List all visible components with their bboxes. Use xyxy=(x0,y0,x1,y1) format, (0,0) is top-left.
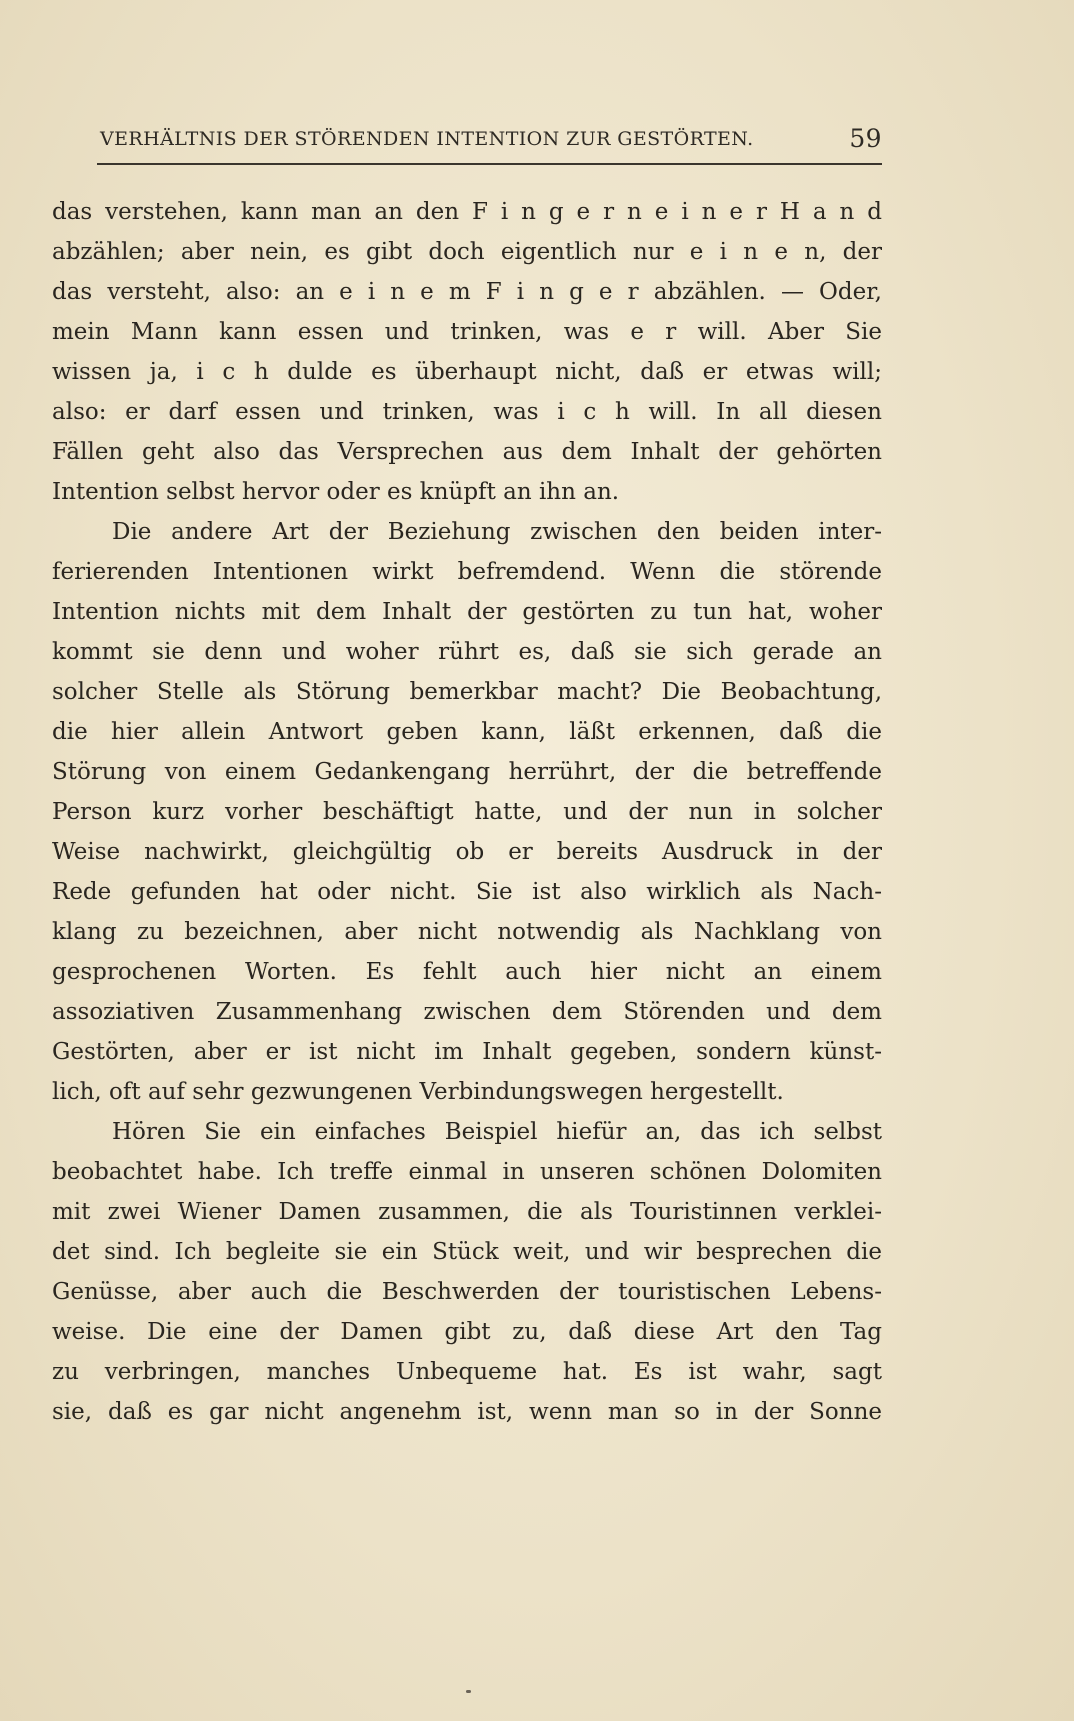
text-line: also: er darf essen und trinken, was i c h will. In all diesen xyxy=(52,399,882,425)
text-line: wissen ja, i c h dulde es überhaupt nicht, daß er etwas will; xyxy=(52,359,882,385)
text-line: Hören Sie ein einfaches Beispiel hiefür an, das ich selbst xyxy=(112,1119,882,1145)
text-line: Genüsse, aber auch die Beschwerden der touristischen Lebens- xyxy=(52,1279,882,1305)
text-line: beobachtet habe. Ich treffe einmal in unseren schönen Dolomiten xyxy=(52,1159,882,1185)
text-line: mein Mann kann essen und trinken, was e r will. Aber Sie xyxy=(52,319,882,345)
text-line: mit zwei Wiener Damen zusammen, die als Touristinnen verklei- xyxy=(52,1199,882,1225)
text-line: solcher Stelle als Störung bemerkbar macht? Die Beobachtung, xyxy=(52,679,882,705)
text-line: Intention selbst hervor oder es knüpft an ihn an. xyxy=(52,479,620,505)
text-line: assoziativen Zusammenhang zwischen dem Störenden und dem xyxy=(52,999,882,1025)
text-line: Gestörten, aber er ist nicht im Inhalt gegeben, sondern künst- xyxy=(52,1039,882,1065)
text-line: det sind. Ich begleite sie ein Stück weit, und wir besprechen die xyxy=(52,1239,882,1265)
text-line: Person kurz vorher beschäftigt hatte, und der nun in solcher xyxy=(52,799,882,825)
text-line: zu verbringen, manches Unbequeme hat. Es ist wahr, sagt xyxy=(52,1359,882,1385)
text-line: gesprochenen Worten. Es fehlt auch hier nicht an einem xyxy=(52,959,882,985)
text-line: Fällen geht also das Versprechen aus dem Inhalt der gehörten xyxy=(52,439,882,465)
text-line: Die andere Art der Beziehung zwischen den beiden inter- xyxy=(112,519,882,545)
text-line: die hier allein Antwort geben kann, läßt erkennen, daß die xyxy=(52,719,882,745)
text-line: abzählen; aber nein, es gibt doch eigentlich nur e i n e n, der xyxy=(52,239,882,265)
running-head-title: VERHÄLTNIS DER STÖRENDEN INTENTION ZUR GESTÖRTEN. xyxy=(100,128,754,150)
text-line: Intention nichts mit dem Inhalt der gestörten zu tun hat, woher xyxy=(52,599,882,625)
text-line: ferierenden Intentionen wirkt befremdend. Wenn die störende xyxy=(52,559,882,585)
page-number: 59 xyxy=(849,124,882,153)
text-line: klang zu bezeichnen, aber nicht notwendig als Nachklang von xyxy=(52,919,882,945)
running-head xyxy=(97,124,882,158)
text-line: sie, daß es gar nicht angenehm ist, wenn man so in der Sonne xyxy=(52,1399,882,1425)
text-line: lich, oft auf sehr gezwungenen Verbindungswegen hergestellt. xyxy=(52,1079,784,1105)
text-line: weise. Die eine der Damen gibt zu, daß diese Art den Tag xyxy=(52,1319,882,1345)
paper-speck xyxy=(466,1690,471,1693)
text-line: das versteht, also: an e i n e m F i n g e r abzählen. — Oder, xyxy=(52,279,882,305)
header-rule xyxy=(97,163,882,165)
text-line: Weise nachwirkt, gleichgültig ob er bereits Ausdruck in der xyxy=(52,839,882,865)
text-line: das verstehen, kann man an den F i n g e r n e i n e r H a n d xyxy=(52,199,882,225)
text-line: Rede gefunden hat oder nicht. Sie ist also wirklich als Nach- xyxy=(52,879,882,905)
text-line: kommt sie denn und woher rührt es, daß sie sich gerade an xyxy=(52,639,882,665)
body-text xyxy=(52,192,882,1432)
text-line: Störung von einem Gedankengang herrührt, der die betreffende xyxy=(52,759,882,785)
